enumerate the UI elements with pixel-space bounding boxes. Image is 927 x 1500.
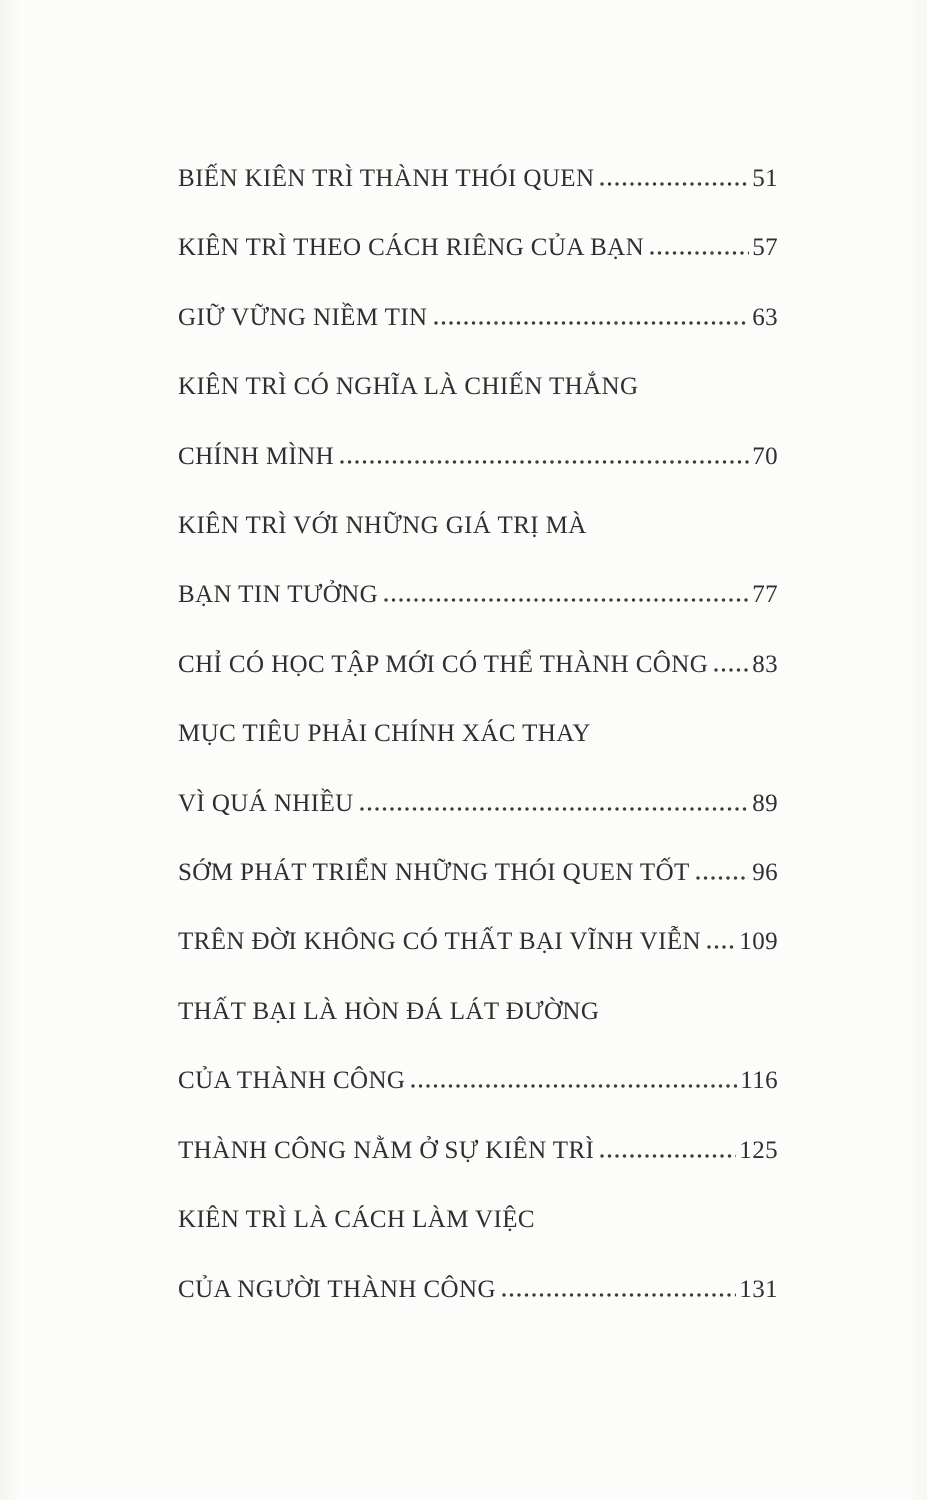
toc-line bbox=[178, 560, 778, 629]
toc-entry-title: CỦA NGƯỜI THÀNH CÔNG bbox=[178, 1275, 496, 1303]
dot-leader bbox=[340, 460, 749, 464]
dot-leader bbox=[707, 945, 736, 949]
toc-line bbox=[178, 699, 778, 768]
toc-line bbox=[178, 630, 778, 699]
dot-leader bbox=[600, 1154, 736, 1158]
toc-entry-title: KIÊN TRÌ CÓ NGHĨA LÀ CHIẾN THẮNG bbox=[178, 373, 639, 401]
page-number: 70 bbox=[752, 442, 778, 470]
toc-entry-title: THÀNH CÔNG NẰM Ở SỰ KIÊN TRÌ bbox=[178, 1136, 595, 1164]
toc-line bbox=[178, 1255, 778, 1324]
page-number: 77 bbox=[752, 581, 778, 609]
page-number: 57 bbox=[752, 234, 778, 262]
toc-entry-title: TRÊN ĐỜI KHÔNG CÓ THẤT BẠI VĨNH VIỄN bbox=[178, 928, 701, 956]
page-number: 96 bbox=[752, 859, 778, 887]
table-of-contents bbox=[178, 144, 778, 1324]
toc-entry-title: GIỮ VỮNG NIỀM TIN bbox=[178, 303, 428, 331]
page-number: 89 bbox=[752, 789, 778, 817]
toc-entry-title: CHÍNH MÌNH bbox=[178, 442, 335, 470]
toc-line bbox=[178, 491, 778, 560]
toc-entry-title: KIÊN TRÌ THEO CÁCH RIÊNG CỦA BẠN bbox=[178, 234, 645, 262]
toc-entry-title: MỤC TIÊU PHẢI CHÍNH XÁC THAY bbox=[178, 720, 591, 748]
page-number: 131 bbox=[739, 1275, 778, 1303]
page-number: 125 bbox=[739, 1136, 778, 1164]
dot-leader bbox=[360, 807, 750, 811]
page-number: 83 bbox=[752, 650, 778, 678]
toc-line bbox=[178, 1185, 778, 1254]
dot-leader bbox=[714, 668, 749, 672]
toc-entry-title: CỦA THÀNH CÔNG bbox=[178, 1067, 406, 1095]
toc-line bbox=[178, 977, 778, 1046]
page-number: 51 bbox=[752, 165, 778, 192]
dot-leader bbox=[502, 1293, 736, 1297]
toc-entry-title: BIẾN KIÊN TRÌ THÀNH THÓI QUEN bbox=[178, 165, 595, 192]
toc-entry-title: VÌ QUÁ NHIỀU bbox=[178, 789, 354, 817]
toc-line bbox=[178, 422, 778, 491]
dot-leader bbox=[600, 182, 749, 186]
dot-leader bbox=[650, 251, 749, 255]
toc-line bbox=[178, 213, 778, 282]
toc-line bbox=[178, 1116, 778, 1185]
dot-leader bbox=[384, 598, 749, 602]
dot-leader bbox=[411, 1084, 737, 1088]
toc-line bbox=[178, 352, 778, 421]
dot-leader bbox=[696, 876, 749, 880]
page-number: 116 bbox=[740, 1067, 778, 1095]
toc-entry-title: BẠN TIN TƯỞNG bbox=[178, 581, 379, 609]
toc-line bbox=[178, 283, 778, 352]
toc-line bbox=[178, 907, 778, 976]
toc-line bbox=[178, 769, 778, 838]
toc-entry-title: THẤT BẠI LÀ HÒN ĐÁ LÁT ĐƯỜNG bbox=[178, 997, 600, 1025]
toc-line bbox=[178, 838, 778, 907]
toc-line bbox=[178, 1046, 778, 1115]
dot-leader bbox=[434, 321, 750, 325]
toc-entry-title: CHỈ CÓ HỌC TẬP MỚI CÓ THỂ THÀNH CÔNG bbox=[178, 650, 709, 678]
page-number: 63 bbox=[752, 303, 778, 331]
page-number: 109 bbox=[739, 928, 778, 956]
toc-entry-title: KIÊN TRÌ LÀ CÁCH LÀM VIỆC bbox=[178, 1206, 535, 1234]
toc-entry-title: SỚM PHÁT TRIỂN NHỮNG THÓI QUEN TỐT bbox=[178, 859, 690, 887]
toc-line bbox=[178, 144, 778, 213]
toc-entry-title: KIÊN TRÌ VỚI NHỮNG GIÁ TRỊ MÀ bbox=[178, 512, 587, 540]
